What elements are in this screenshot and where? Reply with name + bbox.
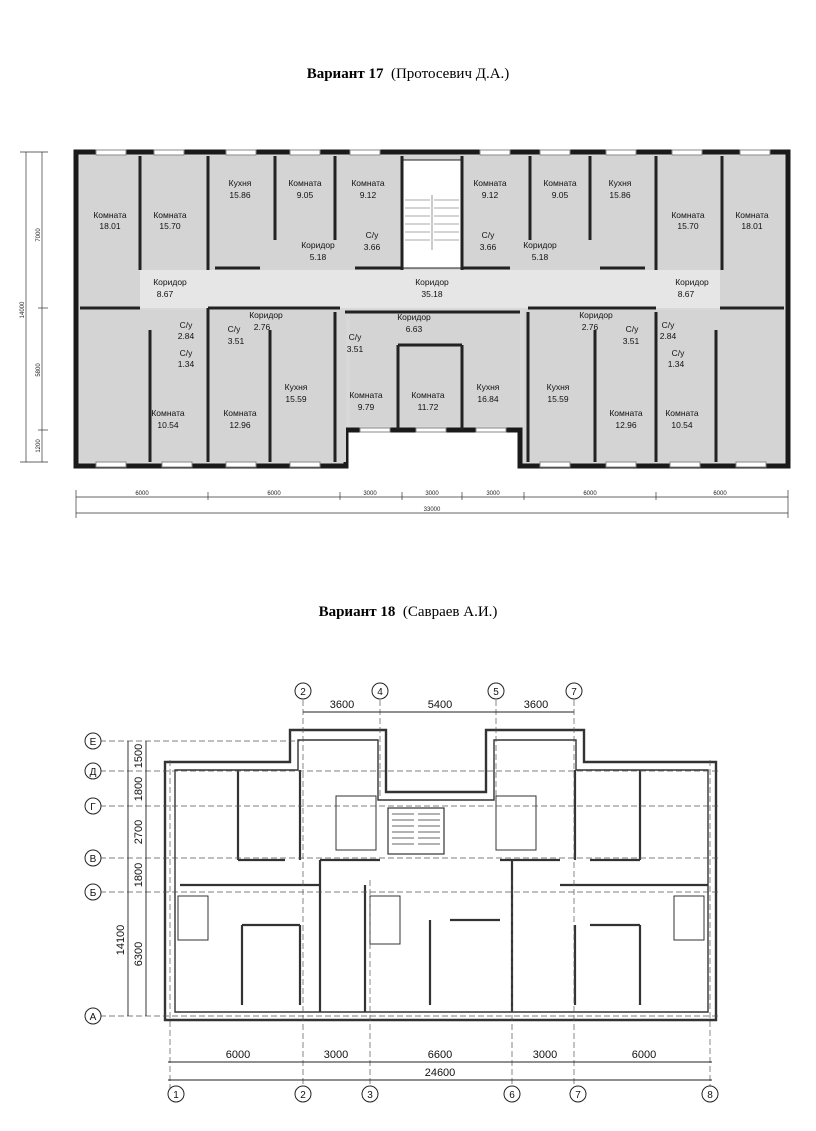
dim-total: 24600 xyxy=(424,1067,456,1079)
variant18-title-bold: Вариант 18 xyxy=(318,604,396,620)
dim-label: 6000 xyxy=(583,491,597,497)
axis-label: 6 xyxy=(509,1090,515,1101)
dim-label: 6000 xyxy=(135,491,149,497)
axis-label: Е xyxy=(89,737,97,748)
variant17-title-bold: Вариант 17 xyxy=(306,66,384,82)
axis-label: 7 xyxy=(571,687,577,698)
dim-total: 33000 xyxy=(423,507,441,513)
room-area: 9.05 xyxy=(551,190,569,200)
room-area: 1.34 xyxy=(667,359,685,369)
room-area: 15.70 xyxy=(677,221,699,231)
room-name: Коридор xyxy=(249,310,283,320)
dim-label: 6000 xyxy=(713,491,727,497)
room-name: Коридор xyxy=(397,312,431,322)
variant17-title-author: (Протосевич Д.А.) xyxy=(390,66,510,82)
dim-label: 1200 xyxy=(36,439,42,453)
room-name: Комната xyxy=(411,390,445,400)
room-name: Комната xyxy=(665,408,699,418)
room-name: Комната xyxy=(671,210,705,220)
room-name: Коридор xyxy=(579,310,613,320)
room-name: С/у xyxy=(365,230,379,240)
dim-label: 3600 xyxy=(523,699,549,711)
room-area: 18.01 xyxy=(741,221,763,231)
room-name: Коридор xyxy=(675,277,709,287)
room-name: С/у xyxy=(179,348,193,358)
room-area: 5.18 xyxy=(531,252,549,262)
room-area: 10.54 xyxy=(671,420,693,430)
room-name: Коридор xyxy=(523,240,557,250)
axis-label: 2 xyxy=(300,687,306,698)
dim-total: 14000 xyxy=(20,301,26,319)
room-area: 6.63 xyxy=(405,324,423,334)
room-area: 8.67 xyxy=(677,289,695,299)
room-area: 15.86 xyxy=(229,190,251,200)
room-area: 2.84 xyxy=(177,331,195,341)
room-area: 10.54 xyxy=(157,420,179,430)
axis-label: А xyxy=(89,1012,97,1023)
dim-label: 3000 xyxy=(363,491,377,497)
room-area: 9.12 xyxy=(481,190,499,200)
room-name: Комната xyxy=(351,178,385,188)
dim-label: 6600 xyxy=(427,1049,453,1061)
room-area: 2.76 xyxy=(581,322,599,332)
dim-label: 5400 xyxy=(427,699,453,711)
axis-labels-18 xyxy=(90,687,714,1101)
axis-label: 3 xyxy=(367,1090,373,1101)
room-area: 9.05 xyxy=(296,190,314,200)
dim-label: 6000 xyxy=(631,1049,657,1061)
axis-label: Д xyxy=(89,767,97,778)
room-area: 3.51 xyxy=(346,344,364,354)
room-name: Комната xyxy=(349,390,383,400)
room-area: 3.51 xyxy=(622,336,640,346)
dim-label: 3000 xyxy=(532,1049,558,1061)
room-name: С/у xyxy=(481,230,495,240)
room-area: 3.66 xyxy=(363,242,381,252)
dim-label: 6000 xyxy=(225,1049,251,1061)
dim-label: 1800 xyxy=(133,862,145,888)
room-name: С/у xyxy=(671,348,685,358)
room-area: 15.59 xyxy=(547,394,569,404)
dim-label: 2700 xyxy=(133,819,145,845)
dim-total: 14100 xyxy=(115,924,127,956)
axis-label: Г xyxy=(90,802,96,813)
axis-label: 4 xyxy=(377,687,383,698)
room-area: 18.01 xyxy=(99,221,121,231)
room-area: 9.79 xyxy=(357,402,375,412)
dim-label: 3600 xyxy=(329,699,355,711)
dim-label: 1800 xyxy=(133,776,145,802)
room-area: 3.66 xyxy=(479,242,497,252)
room-area: 2.76 xyxy=(253,322,271,332)
room-area: 8.67 xyxy=(156,289,174,299)
room-name: Кухня xyxy=(284,382,308,392)
room-name: Комната xyxy=(735,210,769,220)
room-name: С/у xyxy=(625,324,639,334)
room-name: С/у xyxy=(661,320,675,330)
room-name: Комната xyxy=(153,210,187,220)
room-name: Коридор xyxy=(415,277,449,287)
dim-label: 5800 xyxy=(36,363,42,377)
room-name: Комната xyxy=(609,408,643,418)
room-name: Коридор xyxy=(301,240,335,250)
axis-label: 8 xyxy=(707,1090,713,1101)
dim-label: 3000 xyxy=(486,491,500,497)
room-area: 12.96 xyxy=(229,420,251,430)
dim-label: 7000 xyxy=(36,228,42,242)
axis-label: 1 xyxy=(173,1090,179,1101)
room-name: Комната xyxy=(543,178,577,188)
dim-label: 3000 xyxy=(323,1049,349,1061)
axis-label: 7 xyxy=(575,1090,581,1101)
dim-label: 1500 xyxy=(133,743,145,769)
room-area: 15.70 xyxy=(159,221,181,231)
axis-label: 2 xyxy=(300,1090,306,1101)
axis-label: 5 xyxy=(493,687,499,698)
room-area: 9.12 xyxy=(359,190,377,200)
room-area: 2.84 xyxy=(659,331,677,341)
room-area: 3.51 xyxy=(227,336,245,346)
room-name: Кухня xyxy=(546,382,570,392)
room-name: С/у xyxy=(348,332,362,342)
room-name: Комната xyxy=(473,178,507,188)
axis-grid-18 xyxy=(100,700,720,1090)
room-name: С/у xyxy=(227,324,241,334)
room-name: Кухня xyxy=(476,382,500,392)
room-area: 16.84 xyxy=(477,394,499,404)
dim-label: 6000 xyxy=(267,491,281,497)
room-area: 15.59 xyxy=(285,394,307,404)
room-name: Коридор xyxy=(153,277,187,287)
room-name: Комната xyxy=(151,408,185,418)
room-area: 1.34 xyxy=(177,359,195,369)
room-name: С/у xyxy=(179,320,193,330)
dimension-lines-18 xyxy=(128,712,712,1080)
axis-bubbles-18 xyxy=(85,683,718,1102)
room-area: 35.18 xyxy=(421,289,443,299)
room-name: Кухня xyxy=(228,178,252,188)
room-name: Комната xyxy=(288,178,322,188)
room-area: 15.86 xyxy=(609,190,631,200)
room-area: 11.72 xyxy=(417,402,439,412)
room-name: Кухня xyxy=(608,178,632,188)
room-name: Комната xyxy=(223,408,257,418)
axis-label: В xyxy=(89,854,97,865)
dim-label: 6300 xyxy=(133,941,145,967)
axis-label: Б xyxy=(89,888,97,899)
dim-label: 3000 xyxy=(425,491,439,497)
room-area: 12.96 xyxy=(615,420,637,430)
room-area: 5.18 xyxy=(309,252,327,262)
room-name: Комната xyxy=(93,210,127,220)
variant18-title-author: (Савраев А.И.) xyxy=(402,604,498,620)
